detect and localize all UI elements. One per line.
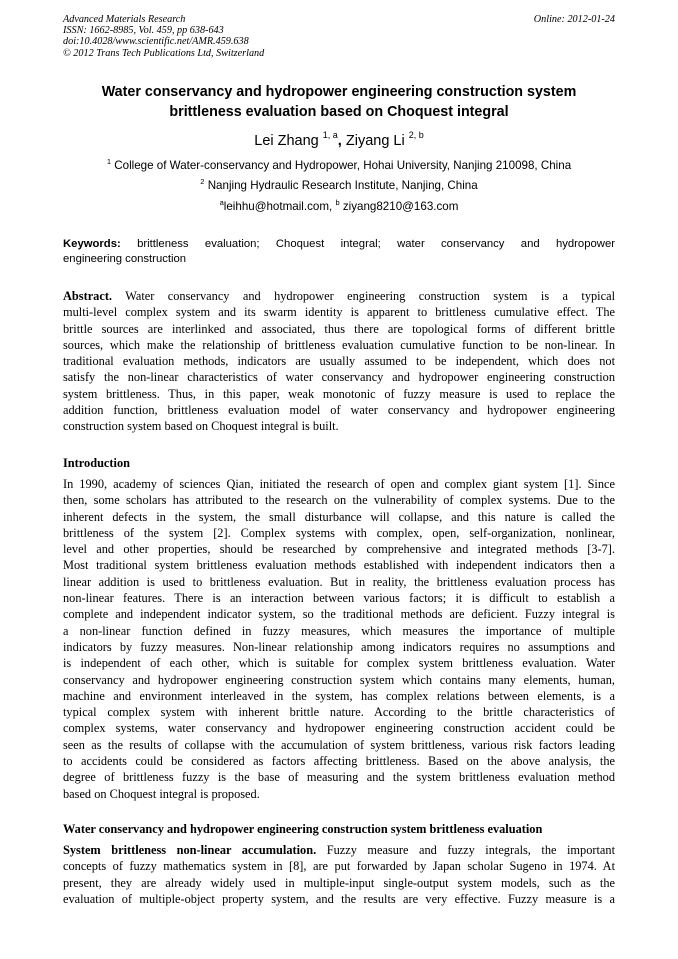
body-line: present, they are already widely used in multiple-input single-output system models, such as the — [63, 875, 615, 890]
email-address: ziyang8210@163.com — [342, 200, 459, 213]
body-line: machine and environment interleaved in the system, has complex relations between elements, is a — [63, 688, 615, 703]
affiliation-superscript: 2 — [200, 177, 205, 186]
body-line: complex systems, water conservancy and hydropower engineering construction accident could be — [63, 721, 615, 736]
body-line: complete and independent indicator system, so the traditional methods are deficient. Fuzzy integral is — [63, 607, 615, 622]
keywords-text: brittleness evaluation; Choquest integral; water conservancy and hydropower — [137, 238, 615, 250]
body-line: is independent of each other, which is suitable for complex system brittleness evaluation. Water — [63, 656, 615, 671]
body-line: degree of brittleness fuzzy is the base of measuring and the system brittleness evaluation method — [63, 770, 615, 785]
body-line: non-linear features. There is an interaction between various factors; it is difficult to establish a — [63, 591, 615, 606]
author-superscript: 2, b — [408, 130, 424, 140]
body-line: linear addition is used to brittleness evaluation. But in reality, the brittleness evaluation process has — [63, 574, 615, 589]
section-heading-introduction: Introduction — [63, 456, 130, 470]
abstract-line: brittle sources are interlinked and associated, thus there are topological forms of different brittle — [63, 321, 615, 336]
body-line: concepts of fuzzy mathematics system in [8], are put forwarded by Japan scholar Sugeno in 1974. At — [63, 859, 615, 874]
abstract-line: traditional evaluation methods, indicators are usually assumed to be independent, which does not — [63, 354, 615, 369]
author-name: Lei Zhang — [254, 133, 319, 149]
body-line: typical complex system with inherent brittle nature. According to the brittle characteristics of — [63, 705, 615, 720]
body-line: Most traditional system brittleness evaluation methods established with independent indicators then a — [63, 558, 615, 573]
body-line: conservancy and hydropower engineering construction system which contains many elements, human, — [63, 672, 615, 687]
journal-header — [63, 14, 615, 59]
author-list — [40, 131, 638, 151]
email-superscript: b — [335, 198, 340, 207]
body-line: inherent defects in the system, the small disturbance will collapse, and this nature is called the — [63, 509, 615, 524]
author-emails — [40, 199, 638, 215]
journal-name: Advanced Materials Research — [63, 14, 186, 25]
online-date: Online: 2012-01-24 — [533, 14, 615, 25]
body-line: brittleness of the system [2]. Complex systems with complex, open, self-organization, nonlinear, — [63, 525, 615, 540]
author-separator: , — [337, 133, 342, 149]
body-line — [63, 842, 615, 858]
paper-title — [60, 82, 618, 122]
copyright-line: © 2012 Trans Tech Publications Ltd, Switzerland — [63, 47, 265, 59]
abstract-line: multi-level complex system and its swarm identity is apparent to brittleness cumulative effect. The — [63, 305, 615, 320]
abstract-line: system brittleness. Thus, in this paper, weak monotonic of fuzzy measure is used to replace the — [63, 386, 615, 401]
subsection-label: System brittleness non-linear accumulation. — [63, 843, 317, 857]
affiliation-text: College of Water-conservancy and Hydropower, Hohai University, Nanjing 210098, China — [114, 159, 572, 172]
keywords-line — [63, 237, 615, 252]
abstract — [63, 288, 615, 435]
body-line: indicators by fuzzy measures. Non-linear relationship among indicators requires no assumptions and — [63, 639, 615, 654]
abstract-line — [63, 288, 615, 304]
section-body — [63, 842, 615, 907]
affiliation-superscript: 1 — [106, 157, 112, 166]
affiliation — [40, 158, 638, 174]
abstract-line: satisfy the non-linear characteristics of water conservancy and hydropower engineering construction — [63, 370, 615, 385]
body-line: to accidents could be considered as factors affecting brittleness. Based on the above analysis, the — [63, 754, 615, 769]
introduction-body — [63, 476, 615, 802]
author-name: Ziyang Li — [345, 133, 405, 149]
affiliation-text: Nanjing Hydraulic Research Institute, Nanjing, China — [207, 179, 478, 192]
abstract-text: Water conservancy and hydropower engineering construction system is a typical — [125, 289, 615, 303]
body-line: then, some scholars has attributed to the research on the vulnerability of complex systems. Due to the — [63, 493, 615, 508]
doi-line: doi:10.4028/www.scientific.net/AMR.459.638 — [63, 36, 249, 48]
email-superscript: a — [219, 198, 224, 207]
keywords-line: engineering construction — [63, 253, 187, 265]
issn-line: ISSN: 1662-8985, Vol. 459, pp 638-643 — [63, 25, 224, 37]
body-line: level and other properties, should be researched by comprehensive and integrated methods [3-7]. — [63, 542, 615, 557]
abstract-label: Abstract. — [63, 289, 113, 303]
body-text: Fuzzy measure and fuzzy integrals, the important — [326, 843, 615, 857]
keywords — [63, 237, 615, 267]
body-line: seen as the results of collapse with the accumulation of system brittleness, various risk factors leading — [63, 737, 615, 752]
affiliation — [40, 178, 638, 194]
title-line: Water conservancy and hydropower engineering construction system — [101, 84, 577, 100]
title-line: brittleness evaluation based on Choquest integral — [169, 104, 509, 120]
body-line: evaluation of multiple-object property system, and the results are very effective. Fuzzy measure is a — [63, 891, 615, 906]
abstract-line: sources, which make the relationship of brittleness evaluation cumulative function to be non-linear. In — [63, 337, 615, 352]
section-heading-brittleness-evaluation: Water conservancy and hydropower engineering construction system brittleness evaluation — [63, 822, 543, 836]
abstract-line: addition function, brittleness evaluation model of water conservancy and hydropower engineering — [63, 403, 615, 418]
body-line: In 1990, academy of sciences Qian, initiated the research of open and complex giant system [1]. Since — [63, 477, 615, 491]
body-line: based on Choquest integral is proposed. — [63, 786, 260, 801]
body-line: a non-linear function defined in fuzzy measures, which measures the importance of multiple — [63, 623, 615, 638]
email-address: leihhu@hotmail.com, — [223, 200, 333, 213]
author-superscript: 1, a — [322, 130, 338, 140]
abstract-line: construction system based on Choquest integral is built. — [63, 419, 339, 434]
keywords-label: Keywords: — [63, 238, 121, 250]
